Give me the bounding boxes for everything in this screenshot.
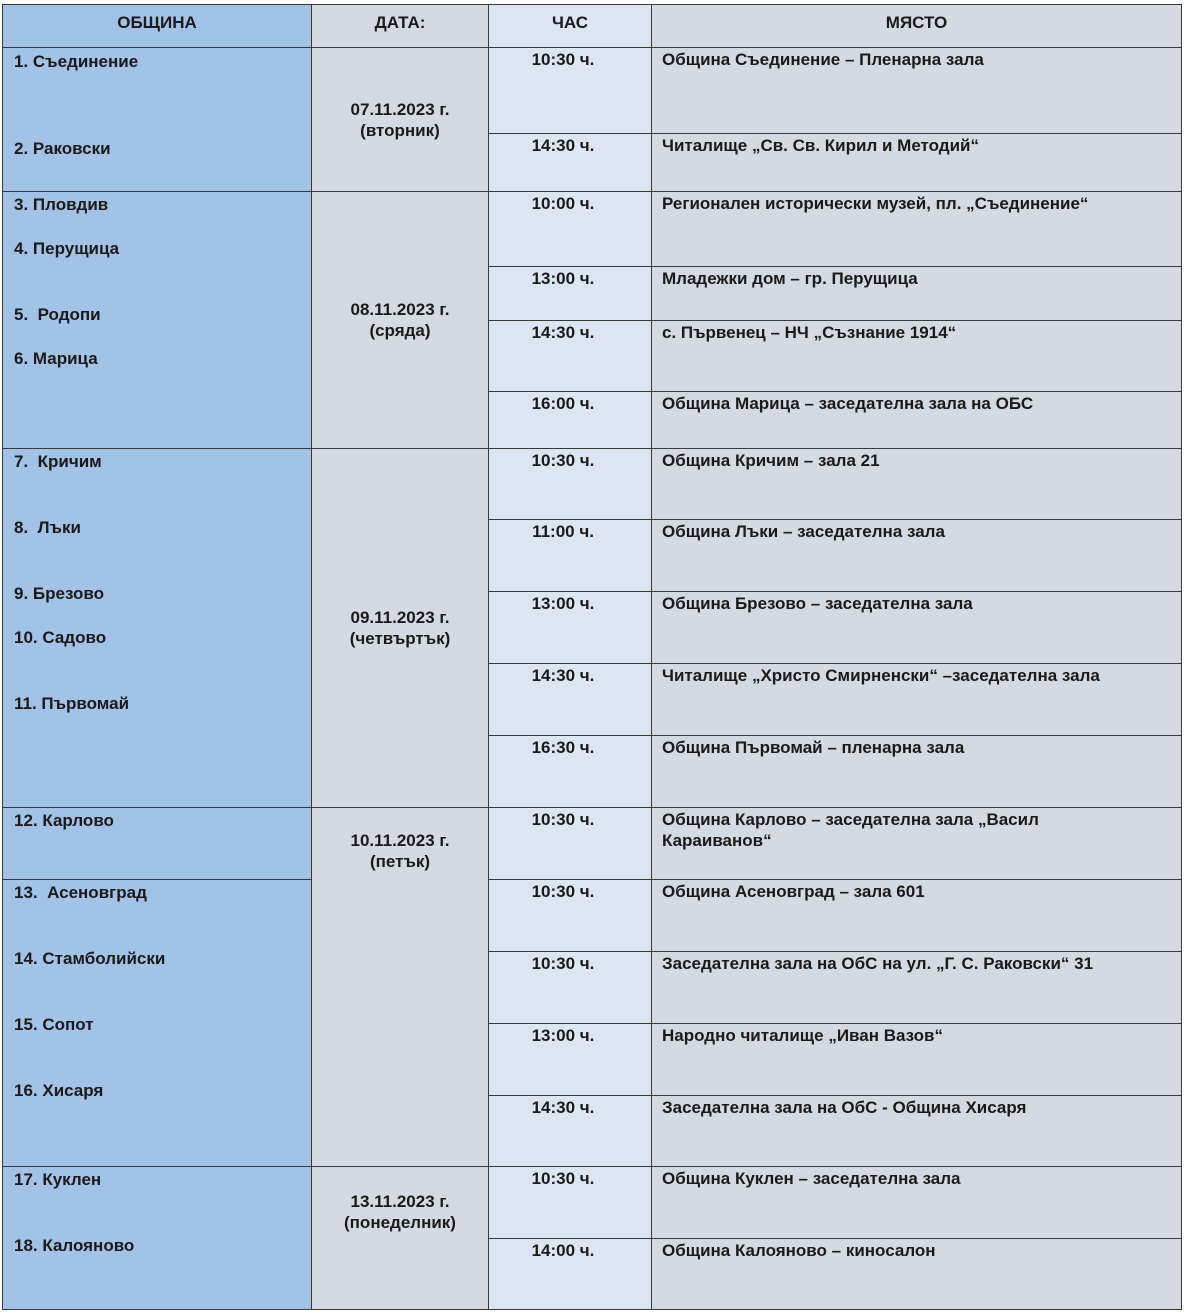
place-cell: Регионален исторически музей, пл. „Съединение“ xyxy=(651,191,1182,267)
date-value: 07.11.2023 г. xyxy=(350,99,450,119)
time-cell: 16:00 ч. xyxy=(488,391,652,449)
municipality-cell xyxy=(2,448,312,808)
time-cell: 14:30 ч. xyxy=(488,133,652,192)
municipality-cell xyxy=(2,807,312,880)
weekday: (понеделник) xyxy=(344,1213,456,1232)
place-cell: Народно читалище „Иван Вазов“ xyxy=(651,1023,1182,1096)
municipality-cell xyxy=(2,191,312,449)
weekday: (четвъртък) xyxy=(349,629,451,648)
date-cell xyxy=(311,1166,489,1310)
place-cell: Младежки дом – гр. Перущица xyxy=(651,266,1182,321)
date-value: 10.11.2023 г. xyxy=(350,831,450,850)
place-cell: с. Първенец – НЧ „Съзнание 1914“ xyxy=(651,320,1182,392)
weekday: (петък) xyxy=(369,852,431,871)
place-cell: Община Марица – заседателна зала на ОБС xyxy=(651,391,1182,449)
time-cell: 13:00 ч. xyxy=(488,266,652,321)
place-cell: Читалище „Христо Смирненски“ –заседателна зала xyxy=(651,663,1182,736)
place-cell: Община Асеновград – зала 601 xyxy=(651,879,1182,952)
date-value: 13.11.2023 г. xyxy=(350,1192,450,1211)
municipality-name: 2. Раковски xyxy=(14,139,111,158)
place-cell: Община Кричим – зала 21 xyxy=(651,448,1182,520)
time-cell: 10:30 ч. xyxy=(488,807,652,880)
header-obshtina: ОБЩИНА xyxy=(2,4,312,48)
municipality-name: 12. Карлово xyxy=(14,811,114,830)
header-chas: ЧАС xyxy=(488,4,652,48)
municipality-name: 11. Първомай xyxy=(14,694,130,713)
header-myasto: МЯСТО xyxy=(651,4,1182,48)
time-cell: 13:00 ч. xyxy=(488,591,652,664)
date-cell xyxy=(311,191,489,449)
date-value: 09.11.2023 г. xyxy=(350,608,450,627)
place-cell: Община Куклен – заседателна зала xyxy=(651,1166,1182,1239)
municipality-name: 15. Сопот xyxy=(14,1015,94,1034)
municipality-cell xyxy=(2,879,312,1167)
municipality-name: 7. Кричим xyxy=(14,452,102,471)
municipality-name: 6. Марица xyxy=(14,349,98,368)
municipality-name: 3. Пловдив xyxy=(14,195,109,214)
municipality-name: 8. Лъки xyxy=(14,518,81,537)
time-cell: 10:30 ч. xyxy=(488,448,652,520)
place-cell: Община Карлово – заседателна зала „Васил Караиванов“ xyxy=(651,807,1182,880)
place-cell: Община Лъки – заседателна зала xyxy=(651,519,1182,592)
municipality-name: 18. Калояново xyxy=(14,1236,135,1255)
time-cell: 10:00 ч. xyxy=(488,191,652,267)
date-cell xyxy=(311,448,489,808)
municipality-name: 10. Садово xyxy=(14,628,107,647)
place-cell: Заседателна зала на ОбС - Община Хисаря xyxy=(651,1095,1182,1167)
weekday: (сряда) xyxy=(369,321,431,340)
municipality-name: 16. Хисаря xyxy=(14,1081,104,1100)
municipality-name: 5. Родопи xyxy=(14,305,101,324)
time-cell: 16:30 ч. xyxy=(488,735,652,808)
date-cell xyxy=(311,807,489,1167)
municipality-cell xyxy=(2,47,312,192)
municipality-name: 1. Съединение xyxy=(14,52,139,71)
header-data: ДАТА: xyxy=(311,4,489,48)
place-cell: Община Съединение – Пленарна зала xyxy=(651,47,1182,134)
place-cell: Община Калояново – киносалон xyxy=(651,1238,1182,1310)
time-cell: 10:30 ч. xyxy=(488,1166,652,1239)
municipality-name: 13. Асеновград xyxy=(14,883,147,902)
time-cell: 11:00 ч. xyxy=(488,519,652,592)
municipality-name: 9. Брезово xyxy=(14,584,104,603)
time-cell: 13:00 ч. xyxy=(488,1023,652,1096)
date-value: 08.11.2023 г. xyxy=(350,300,450,319)
municipality-cell xyxy=(2,1166,312,1310)
time-cell: 14:30 ч. xyxy=(488,320,652,392)
municipality-name: 4. Перущица xyxy=(14,239,120,258)
place-cell: Община Брезово – заседателна зала xyxy=(651,591,1182,664)
date-cell xyxy=(311,47,489,192)
time-cell: 14:30 ч. xyxy=(488,663,652,736)
time-cell: 14:00 ч. xyxy=(488,1238,652,1310)
time-cell: 10:30 ч. xyxy=(488,951,652,1024)
municipality-name: 14. Стамболийски xyxy=(14,949,166,968)
time-cell: 10:30 ч. xyxy=(488,879,652,952)
municipality-name: 17. Куклен xyxy=(14,1170,102,1189)
time-cell: 14:30 ч. xyxy=(488,1095,652,1167)
weekday: (вторник) xyxy=(360,120,440,140)
place-cell: Читалище „Св. Св. Кирил и Методий“ xyxy=(651,133,1182,192)
time-cell: 10:30 ч. xyxy=(488,47,652,134)
place-cell: Община Първомай – пленарна зала xyxy=(651,735,1182,808)
place-cell: Заседателна зала на ОбС на ул. „Г. С. Раковски“ 31 xyxy=(651,951,1182,1024)
